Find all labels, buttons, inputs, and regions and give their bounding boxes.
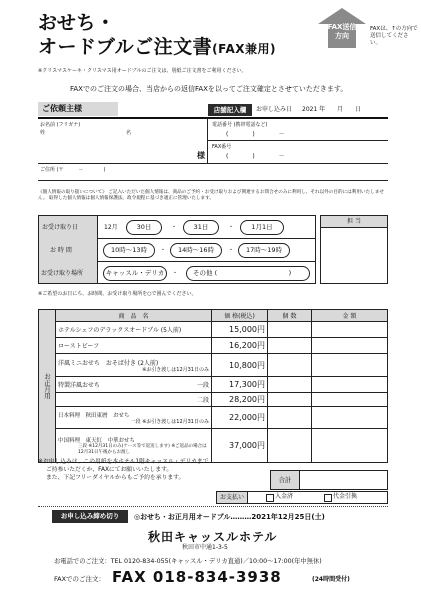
fax-number[interactable]: FAX 018-834-3938	[112, 568, 282, 586]
table-row	[39, 393, 388, 407]
castle-note	[38, 458, 258, 482]
castle-note-line3: また、下記フリーダイヤルからもご予約を承ります。	[46, 475, 185, 481]
product-name: 中国料理 東天紅 中華おせち	[58, 438, 135, 444]
quantity-field[interactable]	[268, 429, 312, 463]
fax-badge-line2: 方向	[335, 32, 349, 40]
address-bottom-rule	[38, 180, 388, 181]
new-year-side-label: お正月用	[39, 310, 56, 463]
quantity-field[interactable]	[268, 393, 312, 407]
staff-label: 担 当	[321, 216, 387, 228]
payment-checkbox-cod[interactable]	[324, 494, 332, 502]
delivery-label-divider	[97, 215, 98, 284]
delivery-place-label: お受け取り場所	[41, 270, 84, 277]
fax-direction-note: FAXは、↑の方向で送信してください。	[370, 26, 418, 46]
delivery-date-label: お受け取り日	[42, 224, 79, 231]
amount-field[interactable]	[312, 407, 388, 429]
product-price: 16,200円	[212, 338, 268, 354]
amount-field[interactable]	[312, 393, 388, 407]
product-name: 洋風ミニおせち おそば付き (2人前)	[58, 359, 159, 367]
store-use-label: 店舗記入欄	[208, 104, 252, 116]
quantity-field[interactable]	[268, 338, 312, 354]
product-price: 10,800円	[212, 354, 268, 377]
table-row	[39, 322, 388, 338]
table-row	[39, 338, 388, 354]
product-sub: 一段	[196, 382, 209, 389]
amount-field[interactable]	[312, 377, 388, 393]
date-option-31[interactable]: 31日	[183, 220, 219, 235]
product-price: 22,000円	[212, 407, 268, 429]
title-main: オードブルご注文書	[38, 36, 213, 58]
product-name: ローストビーフ	[56, 338, 212, 354]
separator-dot: ・	[228, 224, 235, 231]
staff-field[interactable]	[321, 228, 387, 283]
fax-label: FAX番号	[212, 144, 232, 150]
deadline-label: お申し込み締め切り	[52, 510, 128, 523]
fax-direction-badge	[318, 8, 366, 48]
header-amount: 金 額	[312, 310, 388, 322]
fax-badge-line1: FAX送信	[327, 23, 357, 31]
deadline-text: ◎おせち・お正月用オードブル………2021年12月25日(土)	[134, 513, 325, 521]
time-option-1[interactable]: 10時～13時	[103, 243, 155, 258]
delivery-time-label: お 時 間	[50, 247, 72, 254]
order-date-value[interactable]: 2021 年 月 日	[302, 106, 362, 113]
place-option-castle-delica[interactable]: キャッスル・デリカ	[103, 266, 167, 281]
total-label: 合計	[270, 470, 300, 490]
product-sub: 三段 ※12月31日のみ(ケース等で返送します) ※ご返品の場合は12月31日午後からお渡し	[78, 444, 207, 455]
amount-field[interactable]	[312, 429, 388, 463]
product-name: ホテルシェフのデラックスオードブル (5人前)	[56, 322, 212, 338]
product-cell	[56, 407, 212, 429]
title-suffix: (FAX兼用)	[212, 42, 277, 56]
customer-top-rule	[38, 117, 388, 119]
hotel-name: 秋田キャッスルホテル	[148, 530, 278, 544]
delivery-month: 12月	[104, 224, 118, 231]
time-option-2[interactable]: 14時～16時	[170, 243, 222, 258]
product-price: 15,000円	[212, 322, 268, 338]
product-cell	[56, 377, 212, 393]
circle-note: ※ご希望のお日にち、お時間、お受け取り場所を○で囲んでください。	[38, 291, 197, 297]
castle-note-line1: ※お申し込みは、この用紙を本ホテル1階キャッスル・デリカまで	[38, 459, 209, 465]
header-product: 商 品 名	[56, 310, 212, 322]
hotel-address: 秋田市中通1-3-5	[182, 544, 228, 551]
product-price: 28,200円	[212, 393, 268, 407]
time-option-3[interactable]: 17時～19時	[238, 243, 290, 258]
section-title-bar	[38, 102, 118, 116]
items-table	[38, 309, 388, 463]
name-field[interactable]	[40, 120, 208, 162]
payment-checkbox-paid[interactable]	[266, 494, 274, 502]
title-line1: おせち・	[38, 12, 116, 34]
table-row	[39, 354, 388, 377]
surname-label: 姓	[40, 130, 46, 136]
address-field[interactable]	[40, 166, 386, 180]
privacy-note: 《個人情報の取り扱いについて》 ご記入いただいた個人情報は、商品のご予約・お受け取りおよび関連するお問合せのみに利用し、それ以外の目的には利用いたしません。 取得した個人情報は個人情報保護法、政令規程に基づき適正に管理いたします。	[38, 190, 384, 201]
separator-dot: ・	[172, 270, 179, 277]
product-cell	[56, 393, 212, 407]
table-row	[39, 377, 388, 393]
phone-divider	[207, 140, 388, 141]
payment-option-cod: 代金引換	[333, 493, 358, 500]
separator-dot: ・	[160, 247, 167, 254]
amount-field[interactable]	[312, 322, 388, 338]
product-name: 特製洋風おせち	[58, 382, 100, 389]
castle-note-line2: ご持参いただくか、FAXにてお願いいたします。	[46, 467, 173, 473]
product-price: 17,300円	[212, 377, 268, 393]
separator-dot: ・	[171, 224, 178, 231]
header-price: 価 格(税込)	[212, 310, 268, 322]
name-divider	[207, 118, 208, 164]
quantity-field[interactable]	[268, 377, 312, 393]
phone-label: 電話番号 (携帯電話など)	[212, 122, 268, 128]
product-cell	[56, 354, 212, 377]
product-sub: 二段	[196, 397, 209, 404]
confirmation-note: FAXでのご注文の場合、当店からの返信FAXを以ってご注文確定とさせていただきます。	[70, 85, 348, 93]
separator-dot: ・	[228, 247, 235, 254]
quantity-field[interactable]	[268, 354, 312, 377]
amount-field[interactable]	[312, 338, 388, 354]
address-label: ご住所 (〒 － )	[40, 167, 106, 173]
honorific-sama: 様	[197, 151, 205, 160]
section-title: ご依頼主様	[42, 104, 82, 113]
title-line2	[38, 37, 276, 59]
table-row	[39, 407, 388, 429]
fax-field[interactable]: ( ) －	[226, 153, 285, 160]
footer-dotted-rule	[38, 506, 388, 507]
payment-option-paid: 入金済	[275, 493, 294, 500]
christmas-note: ※クリスマスケーキ・クリスマス用オードブルのご注文は、別紙ご注文書をご利用ください。	[38, 68, 247, 74]
product-price: 37,000円	[212, 429, 268, 463]
product-sub: ※お引き渡しは12月31日のみ	[142, 366, 209, 373]
total-field[interactable]	[299, 470, 388, 490]
order-date-label: お申し込み日	[256, 106, 293, 113]
name-furigana-label: お名前 (フリガナ)	[40, 122, 81, 128]
date-option-30[interactable]: 30日	[126, 220, 162, 235]
fax-hours: (24時間受付)	[312, 576, 350, 583]
product-sub: 一段 ※お引き渡しは12月31日のみ	[130, 418, 209, 425]
quantity-field[interactable]	[268, 322, 312, 338]
amount-field[interactable]	[312, 354, 388, 377]
quantity-field[interactable]	[268, 407, 312, 429]
address-divider	[38, 163, 388, 164]
given-name-label: 名	[126, 130, 132, 136]
date-option-jan1[interactable]: 1月1日	[240, 220, 284, 235]
place-option-other[interactable]: その他 ( )	[186, 266, 310, 281]
phone-order-line[interactable]: お電話でのご注文：TEL 0120-834-055(キャッスル・デリカ直通)／10:00～17:00(年中無休)	[54, 558, 322, 565]
phone-field[interactable]: ( ) －	[226, 131, 285, 138]
fax-order-label: FAXでのご注文：	[54, 575, 106, 583]
product-name: 日本料理 秋田東暦 おせち	[58, 412, 130, 419]
header-quantity: 個 数	[268, 310, 312, 322]
payment-label: お支払い	[217, 492, 248, 503]
